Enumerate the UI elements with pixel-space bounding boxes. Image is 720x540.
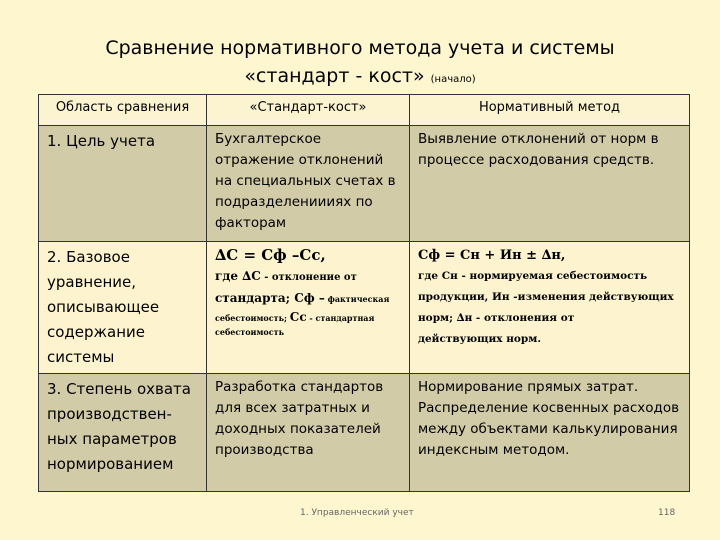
slide-title: [0, 34, 720, 94]
cell-standard: Разработка стандартов для всех затратных и доходных показателей производства: [207, 374, 410, 492]
title-note: (начало): [430, 74, 476, 85]
title-line-1: Сравнение нормативного метода учета и системы: [105, 37, 615, 59]
text: фактическая: [324, 294, 390, 304]
comparison-table: [38, 94, 690, 492]
cell-area: 1. Цель учета: [39, 126, 207, 242]
title-line-2: «стандарт - кост»: [244, 65, 425, 87]
table-row: [39, 242, 690, 374]
text: себестоимость;: [215, 313, 290, 323]
formula: Сф = Сн + Ин ± ∆н,: [418, 248, 566, 263]
text: где ∆С: [215, 269, 261, 283]
text: стандарта; Сф –: [215, 291, 325, 305]
header-standard-cost: «Стандарт-кост»: [207, 95, 410, 126]
text: норм; ∆н - отклонения от: [418, 312, 575, 324]
cell-normative-formula: [410, 242, 690, 374]
cell-standard-formula: [207, 242, 410, 374]
text: действующих норм.: [418, 333, 542, 345]
header-normative: Нормативный метод: [410, 95, 690, 126]
text: где Сн - нормируемая себестоимость: [418, 270, 648, 282]
footer-text: 1. Управленческий учет: [300, 508, 414, 518]
table-row: [39, 374, 690, 492]
cell-standard: Бухгалтерское отражение отклонений на специальных счетах в подразделениииях по факторам: [207, 126, 410, 242]
cell-normative: Выявление отклонений от норм в процессе расходования средств.: [410, 126, 690, 242]
cell-normative: Нормирование прямых затрат. Распределение косвенных расходов между объектами калькулирования индексным методом.: [410, 374, 690, 492]
cell-area: 2. Базовое уравнение, описывающее содержание системы: [39, 242, 207, 374]
formula-line: [215, 288, 401, 310]
formula-line: [215, 266, 401, 288]
text: - отклонение от: [260, 272, 357, 283]
text: Сс: [289, 310, 307, 324]
text: - стандартная: [306, 313, 375, 323]
header-area: Область сравнения: [39, 95, 207, 126]
text: продукции, Ин -изменения действующих: [418, 291, 674, 303]
cell-area: 3. Степень охвата производствен-ных параметров нормированием: [39, 374, 207, 492]
table-row: [39, 126, 690, 242]
page-number: 118: [658, 508, 676, 518]
title-line-2-wrap: [0, 62, 720, 94]
table-header: [39, 95, 690, 126]
formula: ∆С = Сф –Сс,: [215, 246, 326, 264]
text: себестоимость: [215, 327, 285, 337]
formula-line: [215, 310, 401, 326]
